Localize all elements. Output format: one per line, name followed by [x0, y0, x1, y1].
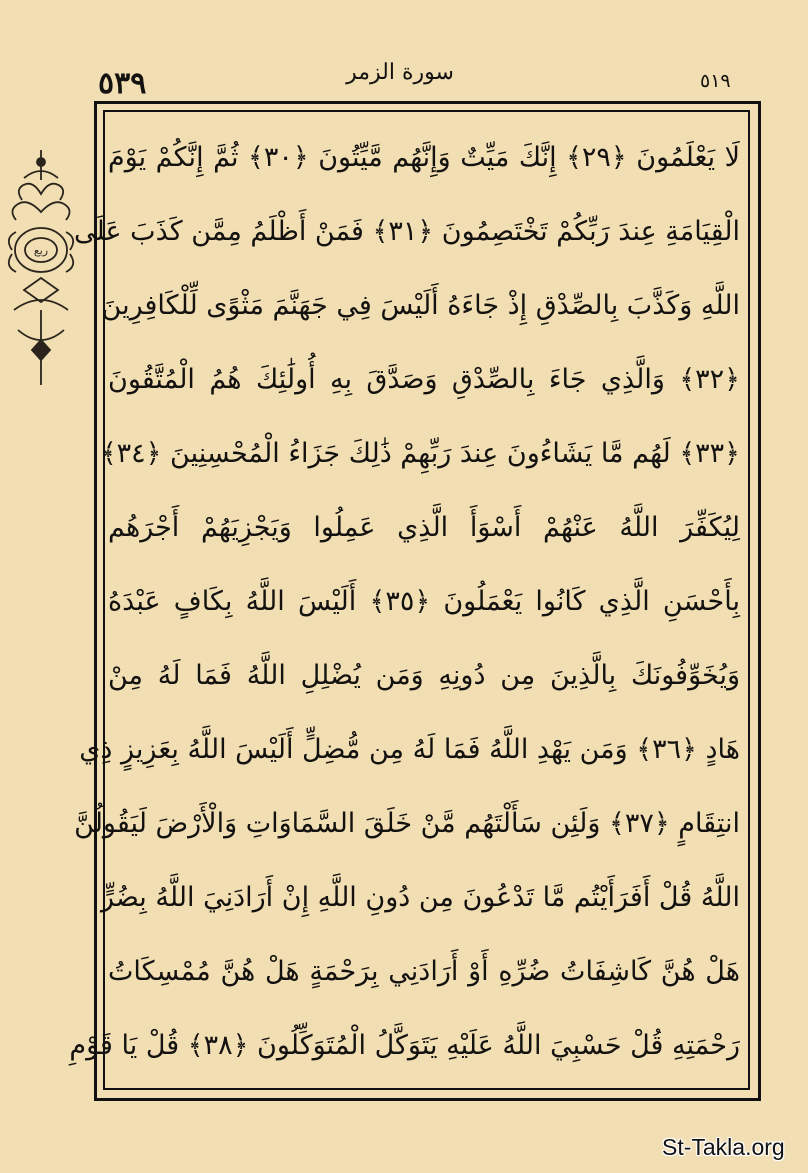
text-line: [108, 346, 740, 414]
line-text: انتِقَامٍ ﴿٣٧﴾ وَلَئِن سَأَلْتَهُم مَّنْ خَلَقَ السَّمَاوَاتِ وَالْأَرْضَ لَيَقُولُنَّ: [74, 808, 740, 839]
text-line: [69, 1012, 740, 1080]
line-text: الْقِيَامَةِ عِندَ رَبِّكُمْ تَخْتَصِمُونَ ﴿٣١﴾ فَمَنْ أَظْلَمُ مِمَّن كَذَبَ عَلَى: [74, 216, 740, 247]
text-line: [74, 790, 740, 858]
text-line: [108, 494, 740, 562]
hizb-ornament-icon: [4, 150, 78, 390]
text-line: [74, 198, 740, 266]
text-line: [100, 864, 740, 932]
side-number: ٥١٩: [700, 70, 731, 92]
text-line: [79, 716, 740, 784]
text-line: [101, 272, 740, 340]
line-text: لَا يَعْلَمُونَ ﴿٢٩﴾ إِنَّكَ مَيِّتٌ وَإِنَّهُم مَّيِّتُونَ ﴿٣٠﴾ ثُمَّ إِنَّكُمْ يَوْمَ: [108, 142, 740, 173]
line-text: ﴿٣٣﴾ لَهُم مَّا يَشَاءُونَ عِندَ رَبِّهِمْ ذَٰلِكَ جَزَاءُ الْمُحْسِنِينَ ﴿٣٤﴾: [100, 438, 740, 469]
surah-title: سورة الزمر: [346, 60, 454, 85]
svg-text:ربع: ربع: [33, 244, 49, 257]
text-line: [108, 642, 740, 710]
text-line: [108, 124, 740, 192]
line-text: ﴿٣٢﴾ وَالَّذِي جَاءَ بِالصِّدْقِ وَصَدَّقَ بِهِ أُولَٰئِكَ هُمُ الْمُتَّقُونَ: [108, 364, 740, 395]
line-text: وَيُخَوِّفُونَكَ بِالَّذِينَ مِن دُونِهِ وَمَن يُضْلِلِ اللَّهُ فَمَا لَهُ مِنْ: [108, 660, 740, 691]
line-text: لِيُكَفِّرَ اللَّهُ عَنْهُمْ أَسْوَأَ الَّذِي عَمِلُوا وَيَجْزِيَهُمْ أَجْرَهُم: [108, 512, 740, 543]
line-text: رَحْمَتِهِ قُلْ حَسْبِيَ اللَّهُ عَلَيْهِ يَتَوَكَّلُ الْمُتَوَكِّلُونَ ﴿٣٨﴾ قُلْ يَا قَوْمِ: [69, 1030, 740, 1061]
text-line: [108, 938, 740, 1006]
text-line: [108, 568, 740, 636]
line-text: هَلْ هُنَّ كَاشِفَاتُ ضُرِّهِ أَوْ أَرَادَنِي بِرَحْمَةٍ هَلْ هُنَّ مُمْسِكَاتُ: [108, 956, 740, 987]
line-text: هَادٍ ﴿٣٦﴾ وَمَن يَهْدِ اللَّهُ فَمَا لَهُ مِن مُّضِلٍّ أَلَيْسَ اللَّهُ بِعَزِيزٍ ذِي: [79, 734, 740, 765]
line-text: اللَّهِ وَكَذَّبَ بِالصِّدْقِ إِذْ جَاءَهُ أَلَيْسَ فِي جَهَنَّمَ مَثْوًى لِّلْكَافِرِينَ: [101, 290, 740, 321]
line-text: اللَّهُ قُلْ أَفَرَأَيْتُم مَّا تَدْعُونَ مِن دُونِ اللَّهِ إِنْ أَرَادَنِيَ اللَّهُ بِضُرٍّ: [100, 882, 740, 913]
page-number: ٥٣٩: [98, 66, 147, 101]
text-block: [69, 110, 740, 1086]
watermark: St-Takla.org: [662, 1134, 785, 1160]
line-text: بِأَحْسَنِ الَّذِي كَانُوا يَعْمَلُونَ ﴿٣٥﴾ أَلَيْسَ اللَّهُ بِكَافٍ عَبْدَهُ: [108, 586, 740, 617]
text-line: [100, 420, 740, 488]
